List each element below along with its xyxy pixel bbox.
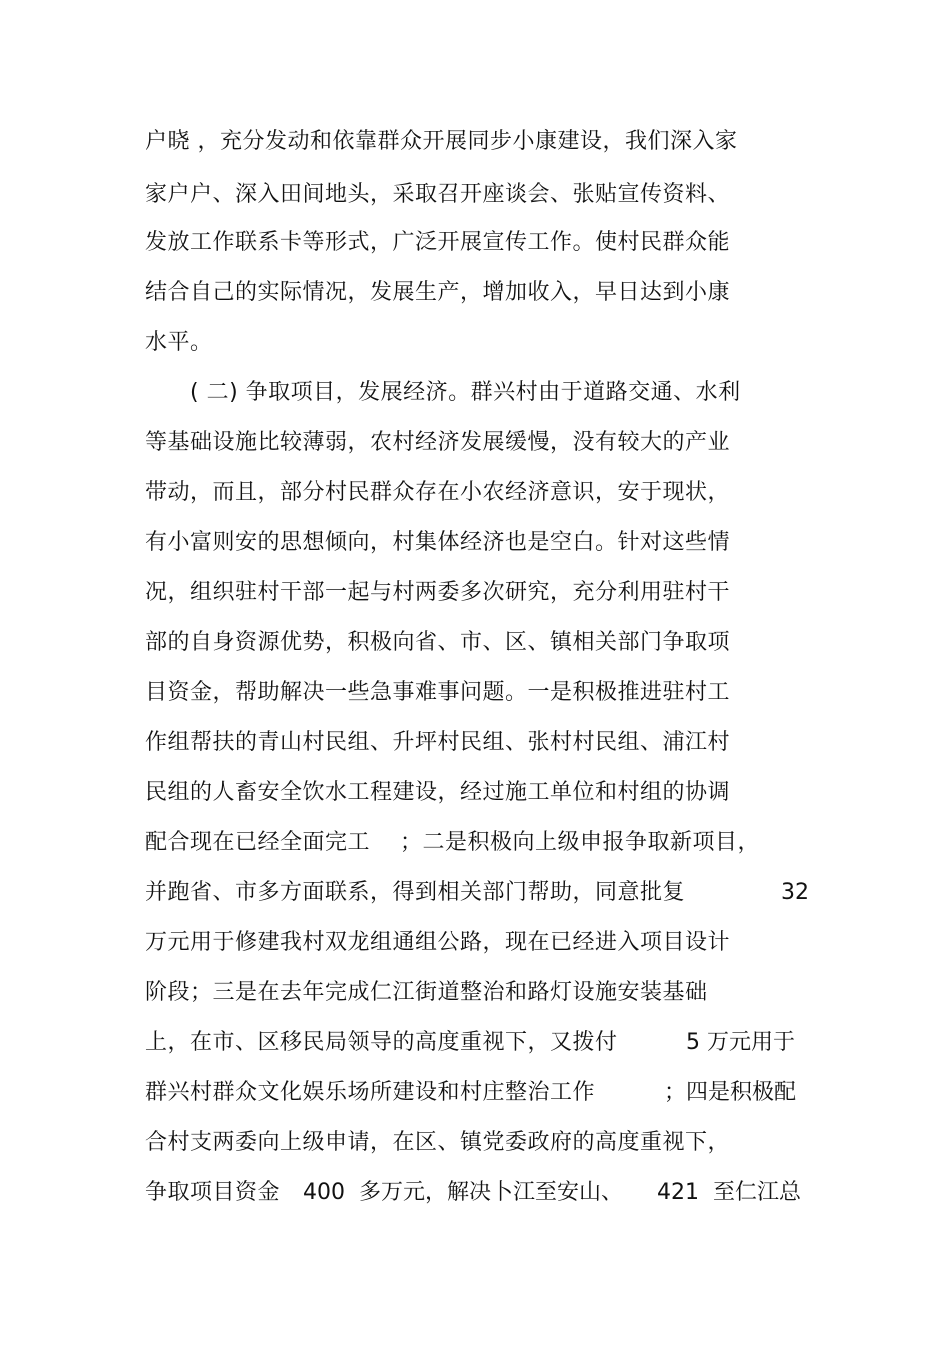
paragraph-line: ( 二) 争取项目，发展经济。群兴村由于道路交通、水利 bbox=[190, 380, 741, 405]
paragraph-line: 阶段；三是在去年完成仁江街道整治和路灯设施安装基础 bbox=[145, 980, 708, 1005]
paragraph-line: 带动，而且，部分村民群众存在小农经济意识，安于现状， bbox=[145, 480, 731, 505]
paragraph-line: 部的自身资源优势，积极向省、市、区、镇相关部门争取项 bbox=[145, 630, 731, 655]
paragraph-line: 群兴村群众文化娱乐场所建设和村庄整治工作 bbox=[145, 1080, 596, 1105]
paragraph-line: 结合自己的实际情况，发展生产，增加收入，早日达到小康 bbox=[145, 280, 731, 305]
paragraph-line: 上，在市、区移民局领导的高度重视下，又拨付 bbox=[145, 1030, 618, 1055]
paragraph-line: 万元用于修建我村双龙组通组公路，现在已经进入项目设计 bbox=[145, 930, 731, 955]
paragraph-line: 配合现在已经全面完工 ；二是积极向上级申报争取新项目， bbox=[145, 830, 760, 855]
paragraph-line: 况，组织驻村干部一起与村两委多次研究，充分利用驻村干 bbox=[145, 580, 731, 605]
paragraph-line-tail: 421 至仁江总 bbox=[657, 1180, 801, 1205]
paragraph-line: 水平。 bbox=[145, 330, 213, 355]
paragraph-line: 作组帮扶的青山村民组、升坪村民组、张村村民组、浦江村 bbox=[145, 730, 731, 755]
paragraph-line: 户晓 ，充分发动和依靠群众开展同步小康建设，我们深入家 bbox=[145, 129, 738, 154]
paragraph-line-mid: 400 多万元，解决卜江至安山、 bbox=[303, 1180, 623, 1205]
paragraph-line: 并跑省、市多方面联系，得到相关部门帮助，同意批复 bbox=[145, 880, 686, 905]
paragraph-line-tail: ；四是积极配 bbox=[664, 1080, 797, 1105]
paragraph-line: 民组的人畜安全饮水工程建设，经过施工单位和村组的协调 bbox=[145, 780, 731, 805]
paragraph-line: 家户户、深入田间地头，采取召开座谈会、张贴宣传资料、 bbox=[145, 182, 731, 207]
paragraph-line: 争取项目资金 bbox=[145, 1180, 281, 1205]
paragraph-line: 发放工作联系卡等形式，广泛开展宣传工作。使村民群众能 bbox=[145, 230, 731, 255]
paragraph-line: 有小富则安的思想倾向，村集体经济也是空白。针对这些情 bbox=[145, 530, 731, 555]
paragraph-line: 目资金，帮助解决一些急事难事问题。一是积极推进驻村工 bbox=[145, 680, 731, 705]
paragraph-line-tail: 32 bbox=[781, 880, 809, 905]
paragraph-line: 合村支两委向上级申请，在区、镇党委政府的高度重视下， bbox=[145, 1130, 731, 1155]
paragraph-line: 等基础设施比较薄弱，农村经济发展缓慢，没有较大的产业 bbox=[145, 430, 731, 455]
paragraph-line-tail: 5 万元用于 bbox=[686, 1030, 795, 1055]
